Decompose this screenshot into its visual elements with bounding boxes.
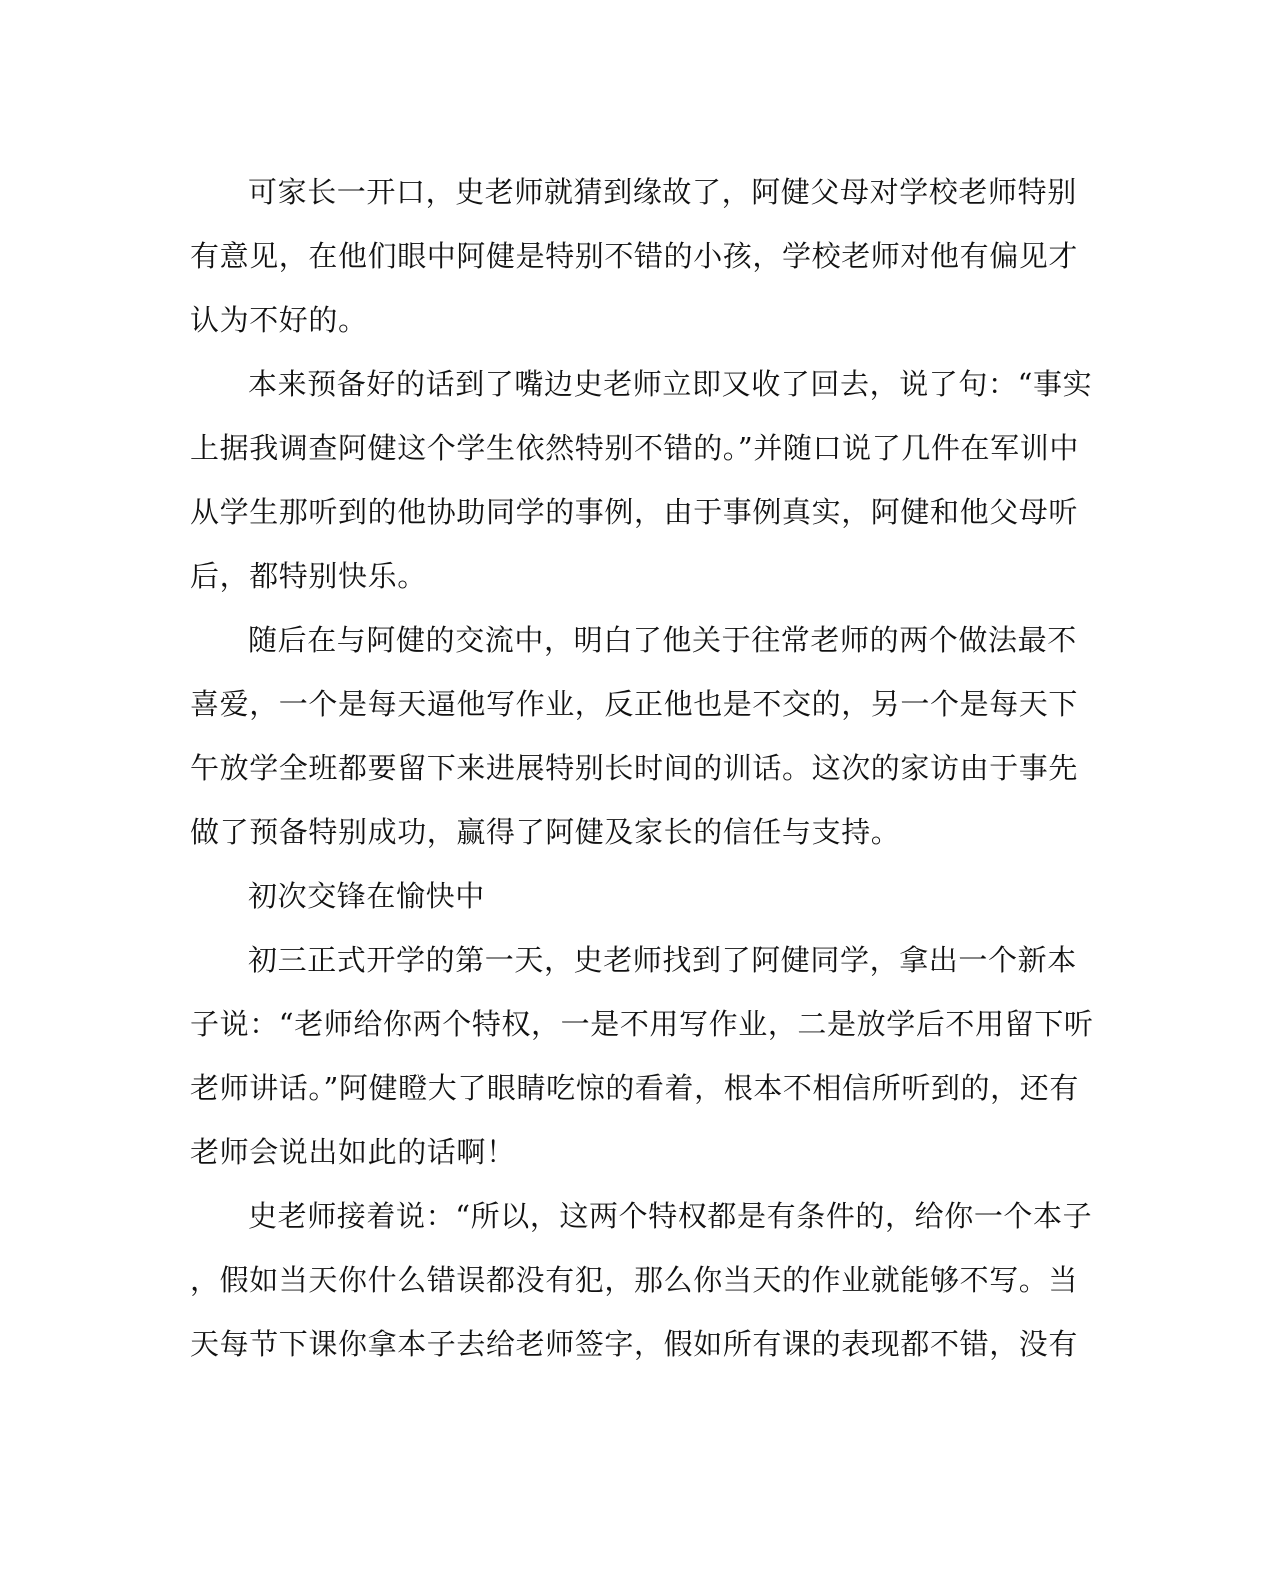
paragraph-1-line-2: 有意见，在他们眼中阿健是特别不错的小孩，学校老师对他有偏见才	[190, 239, 1079, 273]
paragraph-1-line-1: 可家长一开口，史老师就猜到缘故了，阿健父母对学校老师特别	[248, 175, 1077, 209]
paragraph-3-line-1: 随后在与阿健的交流中，明白了他关于往常老师的两个做法最不	[248, 623, 1077, 657]
paragraph-4-line-4: 老师会说出如此的话啊！	[190, 1135, 516, 1169]
paragraph-2-line-2: 上据我调查阿健这个学生依然特别不错的。”并随口说了几件在军训中	[190, 431, 1079, 465]
document-body	[190, 160, 1094, 1376]
paragraph-3-line-4: 做了预备特别成功，赢得了阿健及家长的信任与支持。	[190, 815, 901, 849]
paragraph-4-line-1: 初三正式开学的第一天，史老师找到了阿健同学，拿出一个新本	[248, 943, 1077, 977]
paragraph-3-line-3: 午放学全班都要留下来进展特别长时间的训话。这次的家访由于事先	[190, 751, 1079, 785]
paragraph-2-line-4: 后，都特别快乐。	[190, 559, 427, 593]
paragraph-4-line-2: 子说：“老师给你两个特权，一是不用写作业，二是放学后不用留下听	[190, 1007, 1094, 1041]
paragraph-5-line-1: 史老师接着说：“所以，这两个特权都是有条件的，给你一个本子	[248, 1199, 1093, 1233]
paragraph-5-line-2: ，假如当天你什么错误都没有犯，那么你当天的作业就能够不写。当	[190, 1263, 1079, 1297]
paragraph-1-line-3: 认为不好的。	[190, 303, 368, 337]
paragraph-3-line-2: 喜爱，一个是每天逼他写作业，反正他也是不交的，另一个是每天下	[190, 687, 1079, 721]
paragraph-4-line-3: 老师讲话。”阿健瞪大了眼睛吃惊的看着，根本不相信所听到的，还有	[190, 1071, 1079, 1105]
section-heading: 初次交锋在愉快中	[248, 879, 485, 913]
paragraph-2-line-1: 本来预备好的话到了嘴边史老师立即又收了回去，说了句：“事实	[248, 367, 1093, 401]
paragraph-5-line-3: 天每节下课你拿本子去给老师签字，假如所有课的表现都不错，没有	[190, 1327, 1079, 1361]
paragraph-2-line-3: 从学生那听到的他协助同学的事例，由于事例真实，阿健和他父母听	[190, 495, 1079, 529]
